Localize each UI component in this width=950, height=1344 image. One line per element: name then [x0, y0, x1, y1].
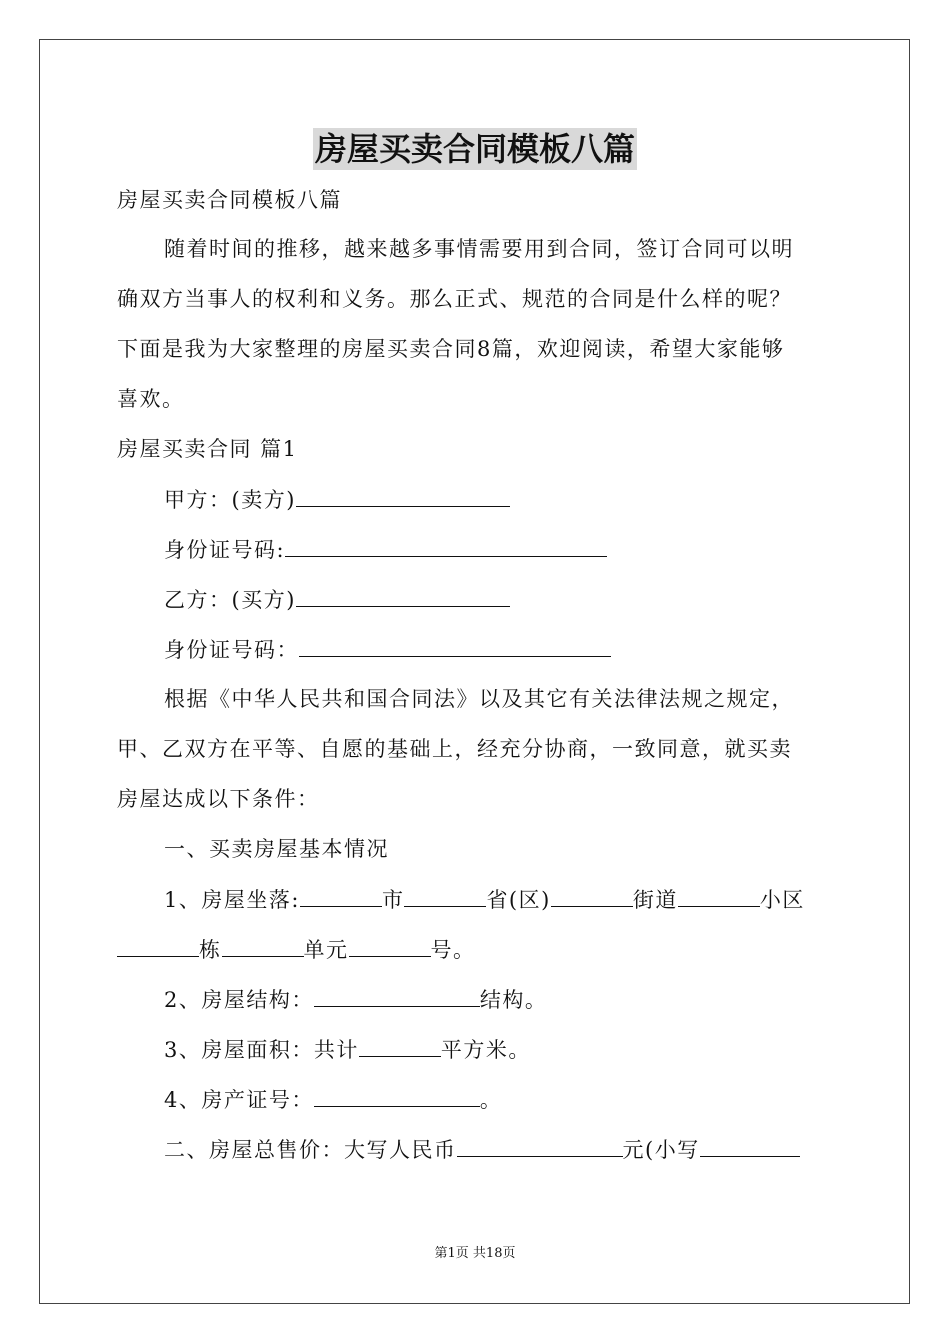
basis-line-2: 甲、乙双方在平等、自愿的基础上，经充分协商，一致同意，就买卖 [117, 737, 792, 761]
item1-prefix: 1、房屋坐落: [164, 888, 300, 912]
clause1-item1 [164, 884, 805, 915]
price-figures-blank[interactable] [700, 1134, 800, 1157]
clause1-item2 [164, 984, 547, 1015]
party-b-label: 乙方：(买方) [164, 588, 296, 612]
item1-city: 市 [381, 888, 405, 912]
id-a-label: 身份证号码: [164, 538, 286, 562]
item1-province: 省(区) [486, 888, 551, 912]
number-blank[interactable] [349, 934, 431, 957]
intro-line-2: 确双方当事人的权利和义务。那么正式、规范的合同是什么样的呢？ [117, 287, 792, 311]
item4-prefix: 4、房产证号： [164, 1088, 314, 1112]
area-blank[interactable] [359, 1034, 441, 1057]
item3-suffix: 平方米。 [440, 1038, 531, 1062]
basis-line-3: 房屋达成以下条件： [117, 787, 320, 811]
certificate-blank[interactable] [314, 1084, 480, 1107]
basis-line-1: 根据《中华人民共和国合同法》以及其它有关法律法规之规定， [164, 687, 794, 711]
id-b-label: 身份证号码： [164, 638, 299, 662]
intro-line-1: 随着时间的推移，越来越多事情需要用到合同，签订合同可以明 [164, 237, 794, 261]
item2-suffix: 结构。 [479, 988, 548, 1012]
province-blank[interactable] [404, 884, 486, 907]
party-b-line [164, 584, 510, 615]
id-b-blank[interactable] [299, 634, 611, 657]
item1-street: 街道 [632, 888, 678, 912]
clause2-prefix: 二、房屋总售价：大写人民币 [164, 1138, 457, 1162]
id-a-line [164, 534, 607, 565]
building-blank[interactable] [117, 934, 199, 957]
page-footer: 第1页 共18页 [434, 1246, 516, 1261]
item1-number: 号。 [430, 938, 476, 962]
item4-suffix: 。 [479, 1088, 503, 1112]
clause1-heading: 一、买卖房屋基本情况 [164, 837, 389, 861]
clause2-line [164, 1134, 800, 1165]
party-a-blank[interactable] [296, 484, 510, 507]
item1-building: 栋 [199, 938, 222, 962]
party-a-line [164, 484, 510, 515]
clause1-item1-cont [117, 934, 476, 965]
party-b-blank[interactable] [296, 584, 510, 607]
clause1-item4 [164, 1084, 502, 1115]
clause1-item3 [164, 1034, 531, 1065]
subtitle: 房屋买卖合同模板八篇 [117, 188, 342, 212]
id-b-line [164, 634, 611, 665]
party-a-label: 甲方：(卖方) [164, 488, 296, 512]
item1-community: 小区 [759, 888, 805, 912]
item3-prefix: 3、房屋面积：共计 [164, 1038, 359, 1062]
street-blank[interactable] [551, 884, 633, 907]
city-blank[interactable] [300, 884, 382, 907]
title-container [0, 128, 950, 170]
structure-blank[interactable] [314, 984, 480, 1007]
intro-line-4: 喜欢。 [117, 387, 185, 411]
community-blank[interactable] [678, 884, 760, 907]
clause2-middle: 元(小写 [622, 1138, 700, 1162]
item2-prefix: 2、房屋结构： [164, 988, 314, 1012]
id-a-blank[interactable] [285, 534, 607, 557]
unit-blank[interactable] [222, 934, 304, 957]
intro-line-3: 下面是我为大家整理的房屋买卖合同8篇，欢迎阅读，希望大家能够 [117, 337, 785, 361]
document-title: 房屋买卖合同模板八篇 [314, 130, 635, 168]
section-heading: 房屋买卖合同 篇1 [117, 437, 298, 461]
item1-unit: 单元 [303, 938, 349, 962]
price-words-blank[interactable] [457, 1134, 623, 1157]
